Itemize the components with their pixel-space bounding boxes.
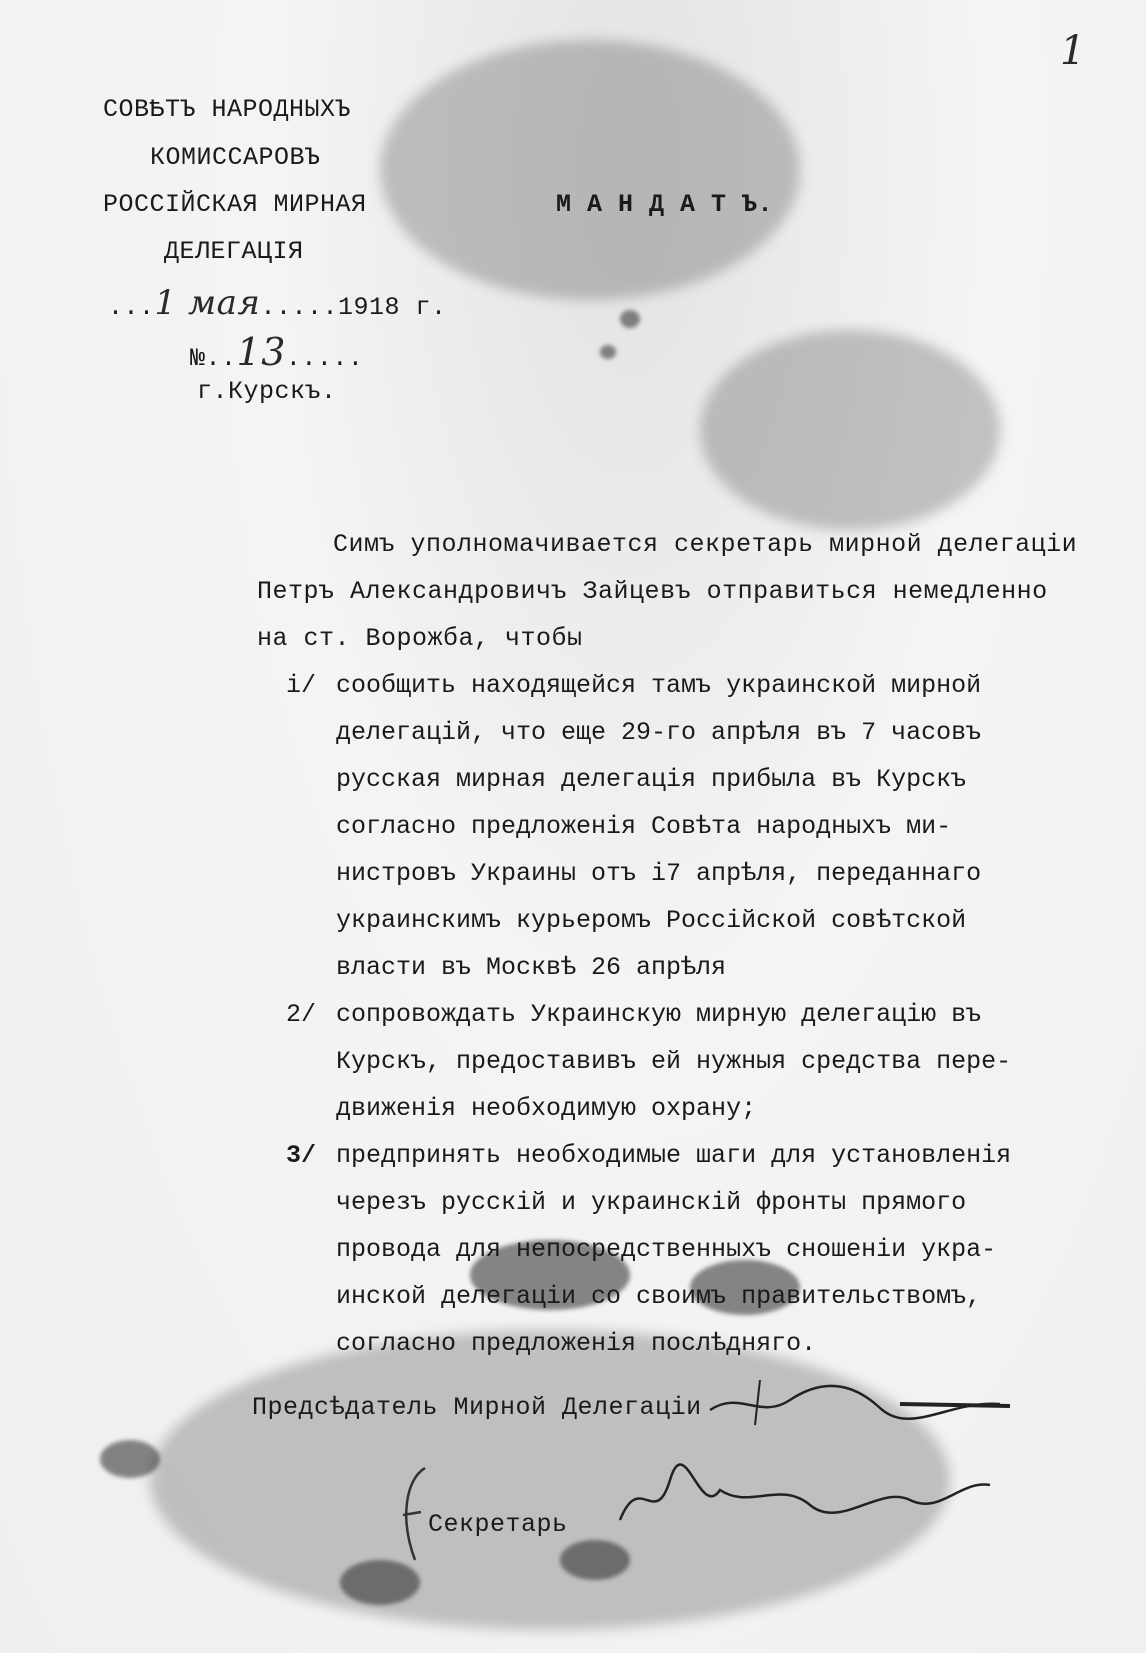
paper-stain	[700, 330, 1000, 530]
page-number: 1	[1060, 28, 1086, 74]
date-handwritten: 1 мая	[154, 283, 261, 323]
org-line-1: СОВѢТЪ НАРОДНЫХЪ	[103, 95, 352, 124]
item-number: і/	[286, 671, 317, 700]
date-year: 1918 г.	[337, 293, 447, 322]
item-line: предпринять необходимые шаги для установленія	[336, 1141, 1012, 1170]
item-line: провода для непосредственныхъ сношеніи укра-	[336, 1235, 997, 1264]
document-title: М А Н Д А Т Ъ.	[556, 190, 774, 219]
intro-line: на ст. Ворожба, чтобы	[257, 624, 583, 653]
item-number: 2/	[286, 1000, 317, 1029]
secretary-label: Секретарь	[428, 1510, 568, 1539]
intro-line: Петръ Александровичъ Зайцевъ отправиться немедленно	[257, 577, 1048, 606]
item-line: сопровождать Украинскую мирную делегацію въ	[336, 1000, 982, 1029]
ink-blot	[560, 1540, 630, 1580]
ink-blot	[620, 310, 640, 328]
item-line: власти въ Москвѣ 26 апрѣля	[336, 953, 727, 982]
org-line-2: КОМИССАРОВЪ	[150, 143, 321, 172]
item-number: 3/	[286, 1141, 317, 1170]
item-line: русская мирная делегація прибыла въ Курскъ	[336, 765, 967, 794]
item-line: сообщить находящейся тамъ украинской мирной	[336, 671, 982, 700]
item-line: согласно предложенія Совѣта народныхъ ми-	[336, 812, 952, 841]
item-line: Курскъ, предоставивъ ей нужныя средства пере-	[336, 1047, 1012, 1076]
org-line-4: ДЕЛЕГАЦІЯ	[164, 237, 304, 266]
item-line: инской делегаціи со своимъ правительствомъ,	[336, 1282, 982, 1311]
initial-mark	[395, 1460, 435, 1570]
paper-stain	[380, 40, 800, 300]
item-line: нистровъ Украины отъ і7 апрѣля, переданнаго	[336, 859, 982, 888]
intro-line: Симъ уполномачивается секретарь мирной делегаціи	[333, 530, 1078, 559]
city: г.Курскъ.	[197, 377, 337, 406]
chairman-signature	[700, 1370, 1030, 1440]
ink-blot	[600, 345, 616, 359]
number-line: №..13.....	[190, 330, 364, 374]
org-line-3: РОССІЙСКАЯ МИРНАЯ	[103, 190, 367, 219]
number-prefix: №	[190, 344, 206, 373]
date-dots: .....	[260, 293, 338, 322]
date-dots: ...	[108, 293, 155, 322]
number-handwritten: 13	[236, 330, 286, 374]
item-line: украинскимъ курьеромъ Россійской совѣтской	[336, 906, 967, 935]
item-line: движенія необходимую охрану;	[336, 1094, 757, 1123]
item-line: черезъ русскій и украинскій фронты прямого	[336, 1188, 967, 1217]
item-line: делегацій, что еще 29-го апрѣля въ 7 часовъ	[336, 718, 982, 747]
secretary-signature	[610, 1460, 1000, 1540]
item-line: согласно предложенія послѣдняго.	[336, 1329, 817, 1358]
chairman-label: Предсѣдатель Мирной Делегаціи	[252, 1393, 702, 1422]
date-line	[108, 283, 446, 323]
ink-blot	[100, 1440, 160, 1478]
